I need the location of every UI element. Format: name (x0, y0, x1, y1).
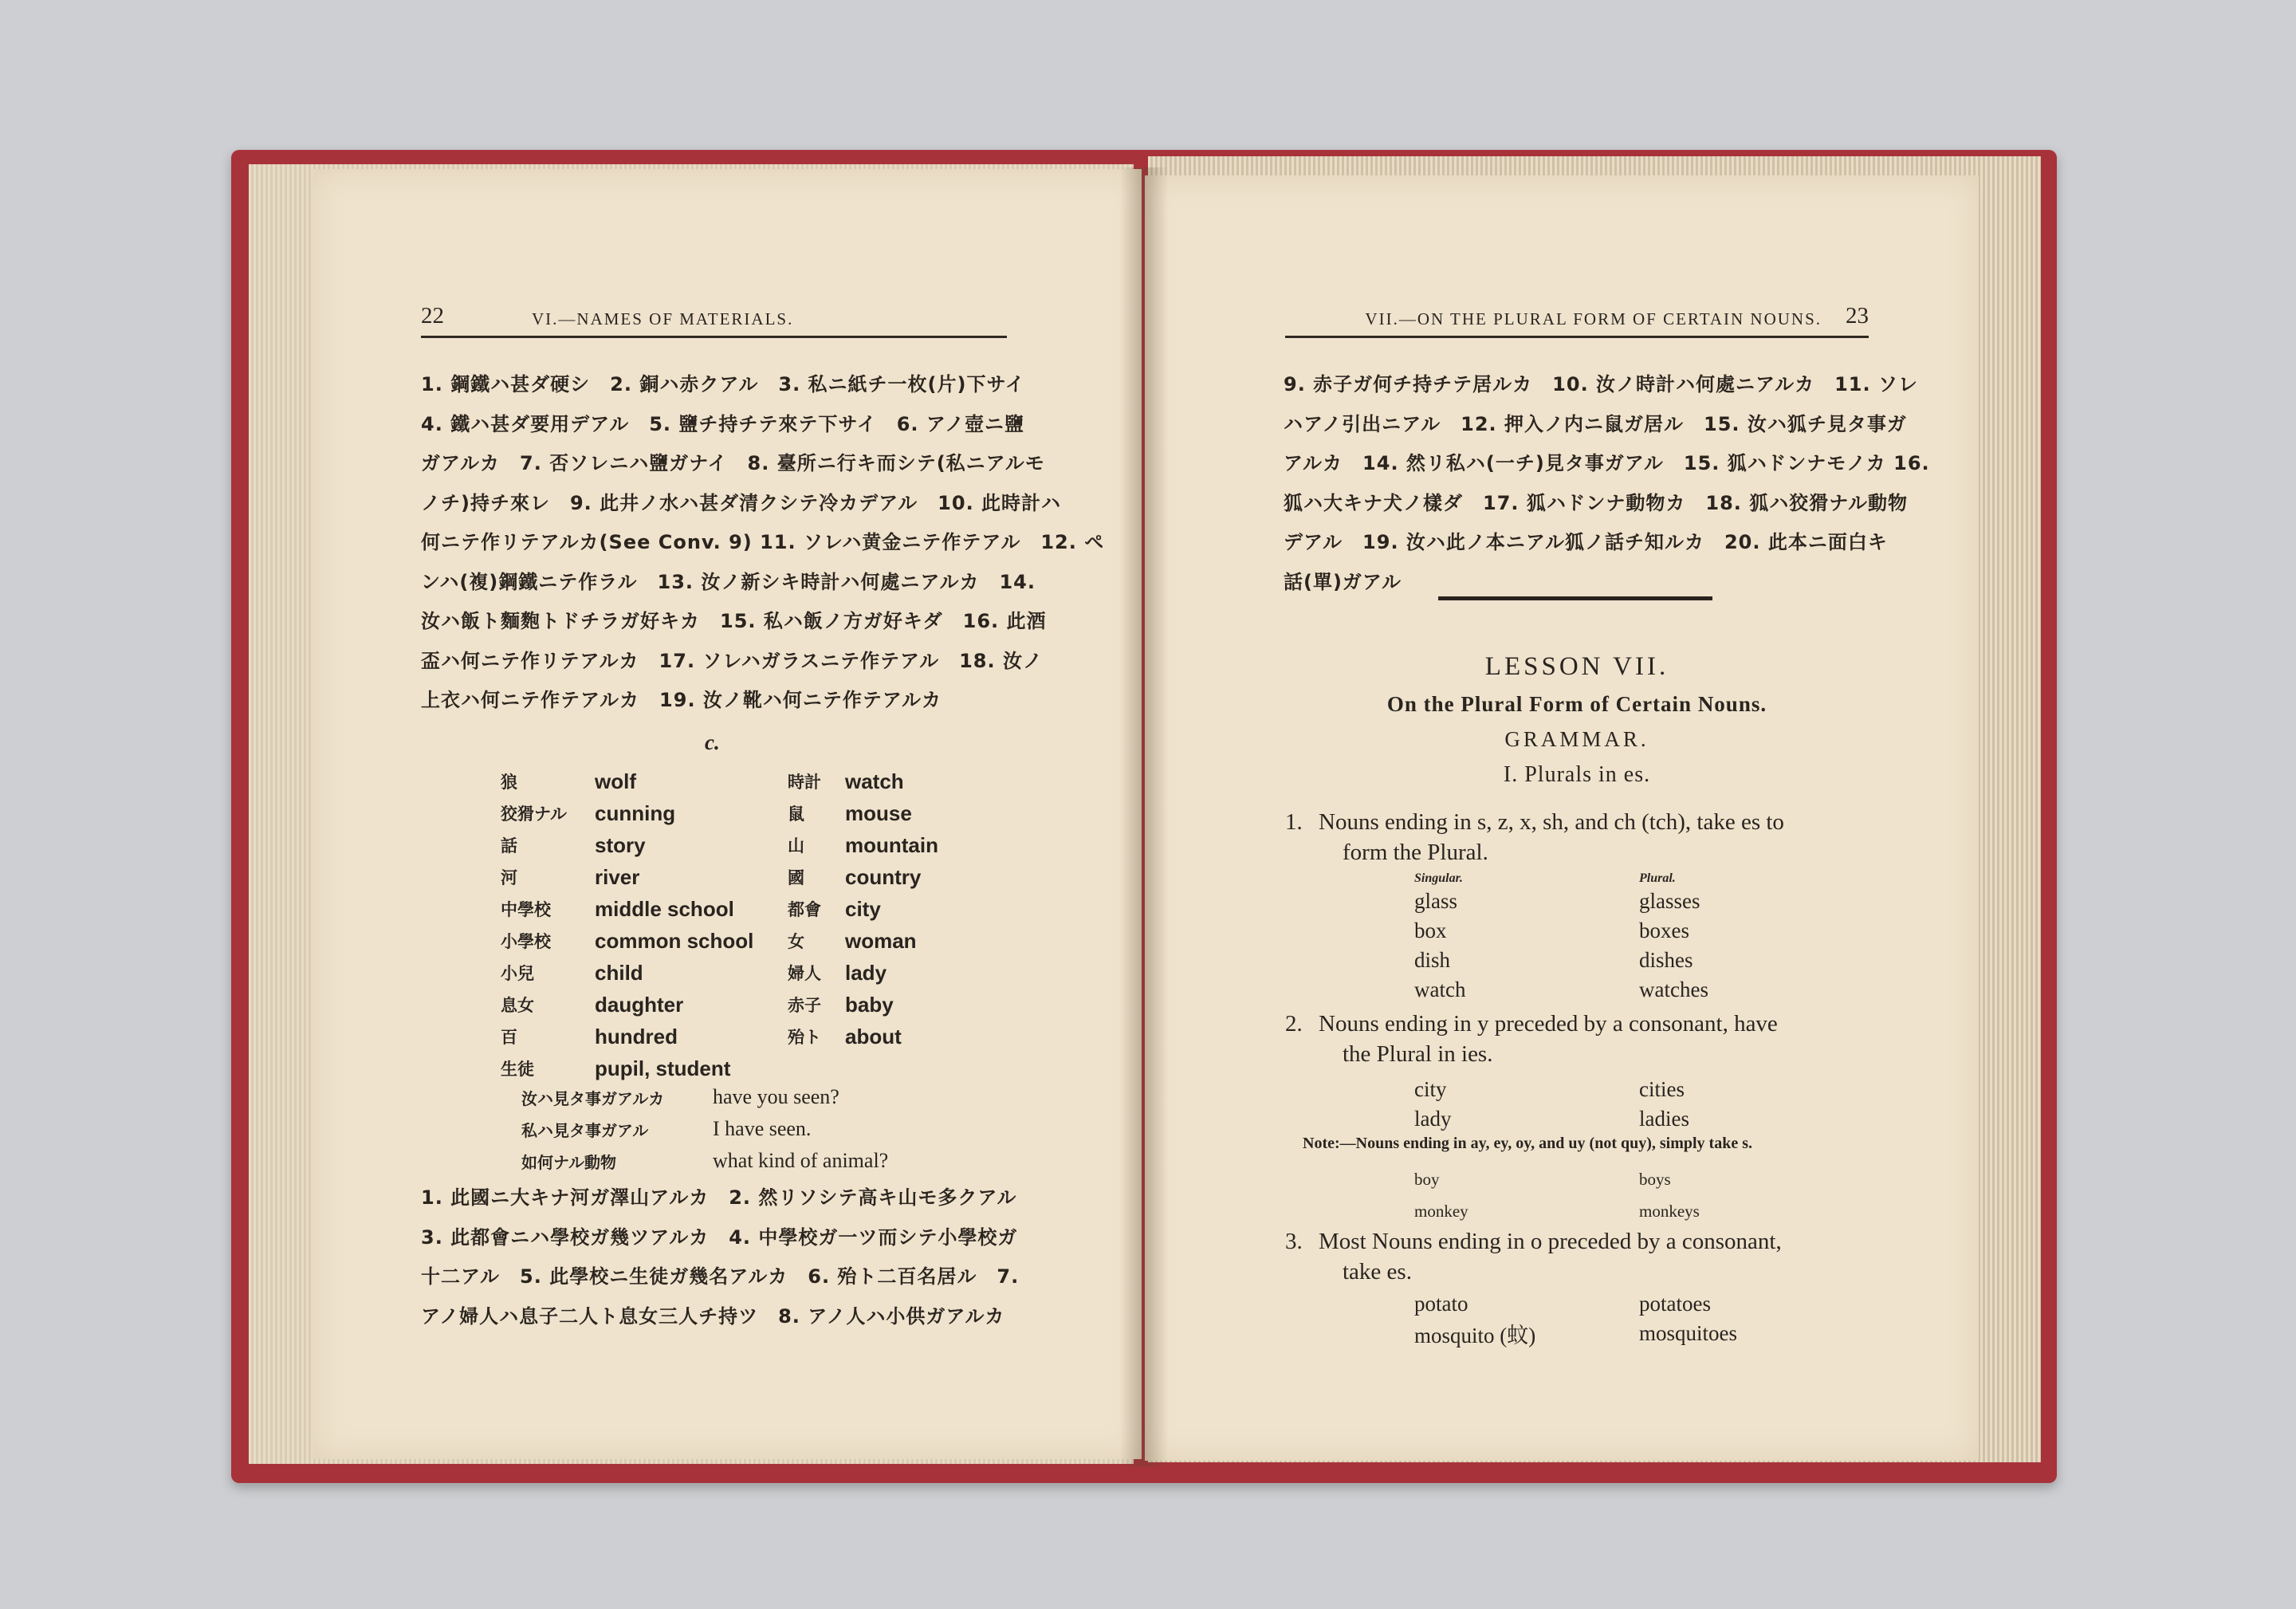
rule-text: Nouns ending in y preceded by a consonant, have (1319, 1011, 1778, 1037)
note: Note:—Nouns ending in ay, ey, oy, and uy (not quy), simply take s. (1303, 1135, 1753, 1152)
sentence-line: 1. 此國ニ大キナ河ガ澤山アルカ 2. 然リソシテ高キ山モ多クアル (421, 1186, 1017, 1209)
singular: potato (1414, 1292, 1468, 1316)
vocab-en: baby (845, 992, 894, 1017)
rule-text: take es. (1343, 1259, 1412, 1284)
plural: mosquitoes (1639, 1321, 1738, 1345)
plural-pairs-2 (1414, 1075, 1689, 1134)
rule-3 (1285, 1226, 1875, 1287)
plural: potatoes (1639, 1292, 1711, 1316)
vocab-jp: 時計 (788, 773, 821, 792)
vocab-row (788, 1021, 1043, 1052)
plural: dishes (1639, 948, 1693, 972)
section-divider (1438, 596, 1712, 600)
pair-row (1414, 887, 1708, 916)
vocab-jp: 生徒 (501, 1060, 534, 1079)
vocab-jp: 小兒 (501, 964, 534, 983)
phrase-row (521, 1145, 1032, 1177)
left-sentences-b (421, 1178, 1027, 1336)
vocab-en: child (595, 960, 643, 985)
singular: box (1414, 919, 1447, 942)
grammar-heading: GRAMMAR. (1504, 727, 1649, 751)
vocab-en: hundred (595, 1024, 678, 1048)
vocab-jp: 狡猾ナル (501, 804, 567, 824)
vocab-jp: 狼 (501, 773, 517, 792)
sentence-line: 上衣ハ何ニテ作テアルカ 19. 汝ノ靴ハ何ニテ作テアルカ (421, 689, 942, 711)
sentence-line: 話(單)ガアル (1284, 570, 1402, 593)
right-sentences-a (1284, 365, 1930, 602)
pair-row (1414, 975, 1708, 1005)
vocab-row (501, 1052, 804, 1084)
vocab-list-right (788, 765, 1043, 1052)
phrase-row (521, 1081, 1032, 1113)
vocab-row (788, 925, 1043, 957)
rule-text: form the Plural. (1343, 840, 1488, 865)
vocab-row (788, 829, 1043, 861)
sentence-line: 9. 赤子ガ何チ持チテ居ルカ 10. 汝ノ時計ハ何處ニアルカ 11. ソレ (1284, 373, 1918, 395)
vocab-row (501, 861, 804, 893)
vocab-jp: 國 (788, 868, 804, 887)
phrase-en: have you seen? (713, 1085, 839, 1108)
sentence-line: ガアルカ 7. 否ソレニハ鹽ガナイ 8. 臺所ニ行キ而シテ(私ニアルモ (421, 452, 1045, 474)
vocab-row (788, 765, 1043, 797)
pair-row (1414, 1104, 1689, 1134)
phrase-jp: 如何ナル動物 (521, 1152, 616, 1172)
sentence-line: デアル 19. 汝ハ此ノ本ニアル狐ノ話チ知ルカ 20. 此本ニ面白キ (1284, 531, 1888, 553)
phrase-jp: 私ハ見タ事ガアル (521, 1120, 649, 1140)
vocab-row (788, 797, 1043, 829)
vocab-jp: 女 (788, 932, 804, 951)
vocab-en: mountain (845, 832, 938, 857)
vocab-en: pupil, student (595, 1056, 731, 1080)
vocab-en: watch (845, 769, 904, 793)
vocab-jp: 婦人 (788, 964, 821, 983)
vocab-en: story (595, 832, 646, 857)
vocab-jp: 都會 (788, 900, 821, 919)
left-running-head: VI.—NAMES OF MATERIALS. (532, 309, 794, 328)
vocab-row (501, 797, 804, 829)
sentence-line: 何ニテ作リテアルカ(See Conv. 9) 11. ソレハ黄金ニテ作テアル 12. ペ (421, 531, 1105, 553)
plural: boys (1639, 1169, 1671, 1189)
sentence-line: 3. 此都會ニハ學校ガ幾ツアルカ 4. 中學校ガ一ツ而シテ小學校ガ (421, 1225, 1018, 1249)
right-page-header (1285, 303, 1869, 338)
vocab-jp: 河 (501, 868, 517, 887)
pair-row (1414, 1163, 1700, 1195)
singular: watch (1414, 978, 1466, 1001)
vocab-row (501, 765, 804, 797)
plural-heading: Plural. (1639, 871, 1676, 885)
vocab-en: cunning (595, 801, 676, 825)
pair-row (1414, 1075, 1689, 1104)
section-heading: I. Plurals in es. (1503, 762, 1651, 787)
vocab-jp: 鼠 (788, 804, 804, 824)
sentence-line: ンハ(複)鋼鐵ニテ作ラル 13. 汝ノ新シキ時計ハ何處ニアルカ 14. (421, 570, 1036, 593)
vocab-row (501, 957, 804, 989)
vocab-en: mouse (845, 801, 912, 825)
vocab-row (501, 1021, 804, 1052)
phrase-en: I have seen. (713, 1117, 812, 1140)
rule-text: the Plural in ies. (1343, 1041, 1493, 1067)
phrase-list (521, 1081, 1032, 1177)
sentence-line: 十二アル 5. 此學校ニ生徒ガ幾名アルカ 6. 殆ト二百名居ル 7. (421, 1265, 1020, 1288)
sentence-line: 1. 鋼鐵ハ甚ダ硬シ 2. 銅ハ赤クアル 3. 私ニ紙チ一枚(片)下サイ (421, 373, 1025, 395)
vocab-row (501, 925, 804, 957)
plural-pairs-note (1414, 1163, 1700, 1227)
vocab-row (788, 989, 1043, 1021)
singular: monkey (1414, 1201, 1468, 1221)
vocab-en: country (845, 864, 922, 889)
right-page-number: 23 (1846, 303, 1869, 328)
vocab-en: river (595, 864, 640, 889)
phrase-row (521, 1113, 1032, 1145)
rule-text: Most Nouns ending in o preceded by a consonant, (1319, 1229, 1782, 1254)
vocab-en: about (845, 1024, 902, 1048)
vocab-en: common school (595, 928, 754, 953)
rule-text: Nouns ending in s, z, x, sh, and ch (tch), take es to (1319, 809, 1784, 835)
lesson-title: LESSON VII. (1484, 652, 1669, 681)
vocab-jp: 話 (501, 836, 517, 856)
plural-pairs-3 (1414, 1289, 1737, 1348)
singular: boy (1414, 1169, 1440, 1189)
vocab-row (788, 861, 1043, 893)
vocab-row (501, 829, 804, 861)
sentence-line: 狐ハ大キナ犬ノ樣ダ 17. 狐ハドンナ動物カ 18. 狐ハ狡猾ナル動物 (1284, 491, 1909, 514)
vocab-row (788, 957, 1043, 989)
plural: watches (1639, 978, 1708, 1001)
sentence-line: 4. 鐵ハ甚ダ要用デアル 5. 鹽チ持チテ來テ下サイ 6. アノ壺ニ鹽 (421, 412, 1024, 435)
plural-pairs-1 (1414, 871, 1708, 1005)
rule-number: 2. (1285, 1011, 1303, 1037)
vocab-jp: 赤子 (788, 996, 821, 1015)
vocab-en: middle school (595, 896, 734, 921)
sentence-line: 盃ハ何ニテ作リテアルカ 17. ソレハガラスニテ作テアル 18. 汝ノ (421, 649, 1043, 672)
rule-number: 3. (1285, 1229, 1303, 1254)
vocab-en: wolf (595, 769, 636, 793)
pair-row (1414, 1195, 1700, 1227)
vocab-row (501, 989, 804, 1021)
vocab-en: city (845, 896, 881, 921)
plural: monkeys (1639, 1201, 1700, 1221)
vocab-en: lady (845, 960, 887, 985)
left-sentences-a (421, 365, 1105, 721)
vocab-en: daughter (595, 992, 684, 1017)
vocab-jp: 殆ト (788, 1028, 821, 1047)
singular-heading: Singular. (1414, 871, 1463, 885)
sentence-line: 汝ハ飯ト麵麭トドチラガ好キカ 15. 私ハ飯ノ方ガ好キダ 16. 此酒 (421, 610, 1047, 632)
phrase-en: what kind of animal? (713, 1149, 889, 1172)
book-gutter (1120, 167, 1168, 1467)
singular: glass (1414, 889, 1457, 913)
pair-row (1414, 916, 1708, 946)
pair-row (1414, 1289, 1737, 1319)
vocab-list-left (501, 765, 804, 1084)
vocab-row (501, 893, 804, 925)
vocab-en: woman (845, 928, 917, 953)
left-page-number: 22 (421, 303, 444, 328)
rule-2 (1285, 1009, 1875, 1069)
phrase-jp: 汝ハ見タ事ガアルカ (521, 1088, 665, 1108)
singular: lady (1414, 1107, 1452, 1131)
pair-row (1414, 946, 1708, 975)
section-letter: c. (705, 730, 720, 754)
vocab-jp: 息女 (501, 996, 534, 1015)
plural: ladies (1639, 1107, 1689, 1131)
vocab-row (788, 893, 1043, 925)
right-running-head: VII.—ON THE PLURAL FORM OF CERTAIN NOUNS. (1365, 309, 1822, 328)
sentence-line: アノ婦人ハ息子二人ト息女三人チ持ツ 8. アノ人ハ小供ガアルカ (421, 1304, 1005, 1328)
left-page-header (421, 303, 1007, 338)
singular: dish (1414, 948, 1451, 972)
sentence-line: ハアノ引出ニアル 12. 押入ノ内ニ鼠ガ居ル 15. 汝ハ狐チ見タ事ガ (1284, 412, 1907, 435)
plural: glasses (1639, 889, 1700, 913)
vocab-jp: 山 (788, 836, 804, 856)
sentence-line: ノチ)持チ來レ 9. 此井ノ水ハ甚ダ清クシテ冷カデアル 10. 此時計ハ (421, 491, 1062, 514)
singular: city (1414, 1077, 1447, 1101)
vocab-jp: 百 (501, 1028, 517, 1047)
vocab-jp: 中學校 (501, 900, 551, 919)
singular: mosquito (蚊) (1414, 1324, 1536, 1347)
sentence-line: アルカ 14. 然リ私ハ(一チ)見タ事ガアル 15. 狐ハドンナモノカ 16. (1284, 452, 1930, 474)
pair-row (1414, 1319, 1737, 1348)
rule-number: 1. (1285, 809, 1303, 835)
plural: cities (1639, 1077, 1685, 1101)
vocab-jp: 小學校 (501, 932, 551, 951)
lesson-subtitle: On the Plural Form of Certain Nouns. (1386, 692, 1767, 716)
rule-1 (1285, 807, 1875, 867)
plural: boxes (1639, 919, 1689, 942)
column-headings (1414, 871, 1708, 887)
